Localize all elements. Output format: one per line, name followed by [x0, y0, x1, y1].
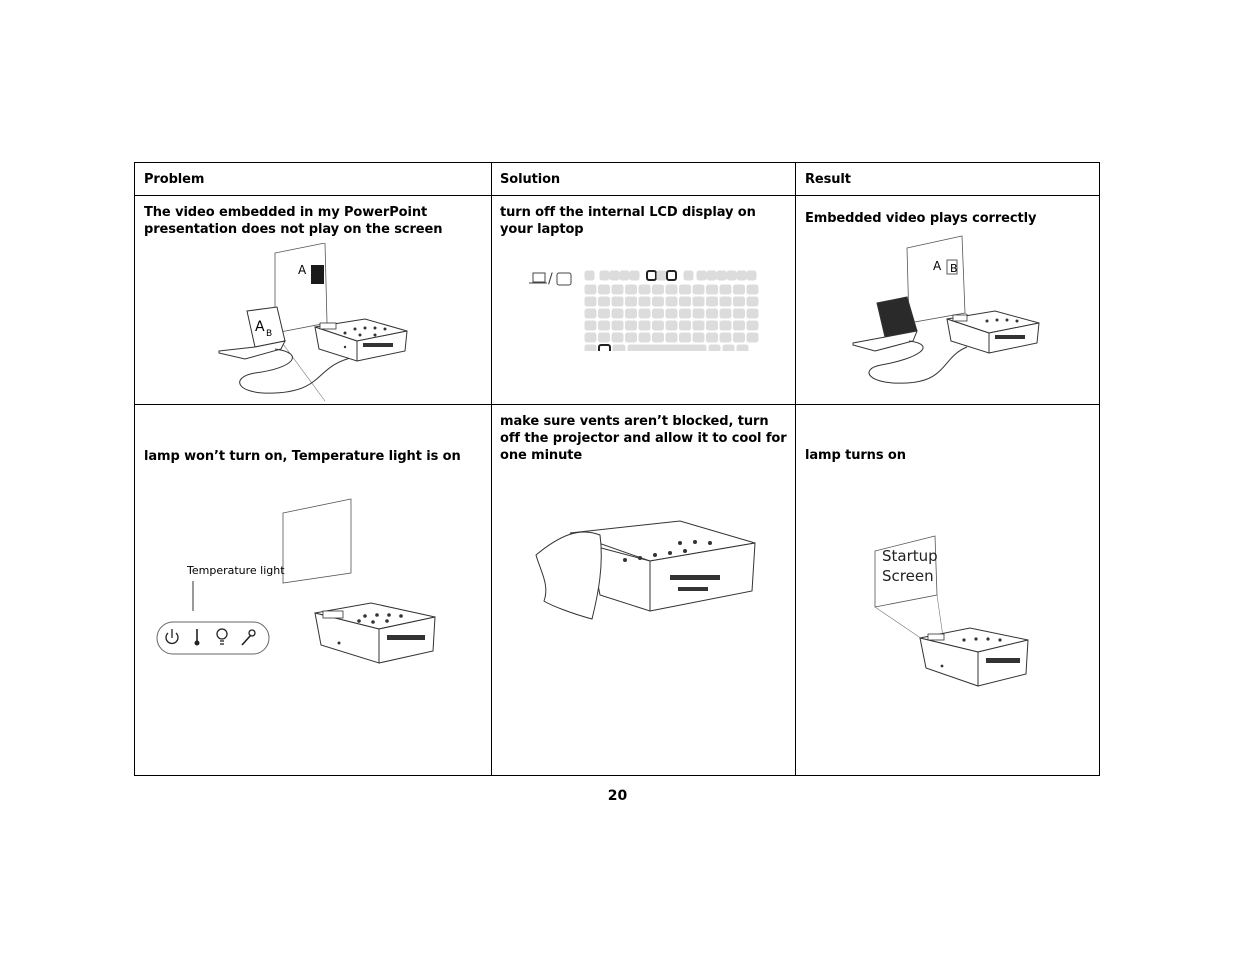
laptop-keyboard-illustration [525, 259, 765, 351]
row2-problem-text: lamp won’t turn on, Temperature light is on [144, 449, 461, 464]
keyboard-key [747, 285, 758, 294]
keyboard-key [680, 309, 691, 318]
keyboard-key [639, 333, 650, 342]
keyboard-key [653, 297, 664, 306]
keyboard-key [653, 285, 664, 294]
temperature-light-illustration [145, 493, 475, 708]
lcd-toggle-slash: / [548, 271, 553, 287]
keyboard-key [680, 333, 691, 342]
keyboard-key [639, 285, 650, 294]
keyboard-key [737, 271, 746, 280]
keyboard-key [599, 285, 610, 294]
projector [947, 311, 1039, 353]
keyboard-keys [585, 271, 758, 351]
laptop-base [219, 341, 285, 359]
keyboard-key [734, 333, 745, 342]
keyboard-key [727, 271, 736, 280]
keyboard-key [666, 297, 677, 306]
keyboard-key [747, 271, 756, 280]
keyboard-key [626, 297, 637, 306]
video-playing-illustration [847, 233, 1077, 393]
keyboard-key [707, 333, 718, 342]
keyboard-key [707, 285, 718, 294]
keyboard-key [585, 333, 596, 342]
keyboard-key [639, 309, 650, 318]
projector [920, 628, 1028, 686]
keyboard-key [717, 271, 726, 280]
keyboard-key [734, 309, 745, 318]
keyboard-key [626, 309, 637, 318]
keyboard-key [697, 271, 706, 280]
keyboard-key [599, 297, 610, 306]
keyboard-key [585, 321, 596, 330]
keyboard-key [612, 297, 623, 306]
projector [315, 603, 435, 663]
blank-screen [283, 499, 351, 583]
keyboard-key [585, 285, 596, 294]
keyboard-key [612, 321, 623, 330]
startup-label-line2: Screen [882, 567, 934, 585]
keyboard-key [599, 309, 610, 318]
indicator-panel [157, 622, 269, 654]
projection-screen [907, 236, 965, 323]
keyboard-key [693, 297, 704, 306]
row1-result-text: Embedded video plays correctly [805, 211, 1037, 226]
keyboard-key [626, 321, 637, 330]
keyboard-key [653, 321, 664, 330]
keyboard-key [585, 271, 594, 280]
row2-solution-text: make sure vents aren’t blocked, turn off the projector and allow it to cool for one minute [500, 414, 787, 463]
keyboard-key [666, 309, 677, 318]
keyboard-key [707, 271, 716, 280]
keyboard-key [720, 309, 731, 318]
keyboard-key [707, 297, 718, 306]
keyboard-key [737, 345, 748, 351]
row1-solution-text: turn off the internal LCD display on your laptop [500, 205, 756, 237]
row2-result-text: lamp turns on [805, 448, 906, 463]
keyboard-key [639, 297, 650, 306]
keyboard-key [585, 345, 596, 351]
keyboard-key [747, 333, 758, 342]
keyboard-key [693, 309, 704, 318]
highlighted-key [647, 271, 656, 280]
keyboard-key [693, 285, 704, 294]
keyboard-key [600, 271, 609, 280]
screen-black-box [311, 265, 324, 284]
keyboard-key [628, 345, 706, 351]
highlighted-key [667, 271, 676, 280]
keyboard-key [723, 345, 734, 351]
result-label-b: B [950, 262, 958, 275]
keyboard-key [653, 333, 664, 342]
keyboard-key [707, 309, 718, 318]
laptop-label-a: A [255, 319, 265, 335]
keyboard-key [720, 333, 731, 342]
keyboard-key [720, 297, 731, 306]
keyboard-key [680, 297, 691, 306]
keyboard-key [610, 271, 619, 280]
keyboard-key [639, 321, 650, 330]
keyboard-key [734, 321, 745, 330]
keyboard-key [707, 321, 718, 330]
keyboard-key [666, 333, 677, 342]
keyboard-key [734, 285, 745, 294]
keyboard-key [585, 309, 596, 318]
screen-label-a: A [298, 263, 307, 277]
troubleshooting-table [134, 162, 1100, 776]
header-solution: Solution [500, 172, 561, 187]
laptop-label-b: B [266, 329, 273, 339]
keyboard-key [599, 333, 610, 342]
keyboard-key [612, 309, 623, 318]
header-divider [135, 195, 1099, 196]
projector-cooling-illustration [530, 515, 770, 650]
keyboard-key [680, 285, 691, 294]
keyboard-key [612, 285, 623, 294]
row1-problem-text: The video embedded in my PowerPoint presentation does not play on the screen [144, 205, 443, 237]
result-label-a: A [933, 259, 942, 273]
keyboard-key [747, 309, 758, 318]
keyboard-key [612, 333, 623, 342]
keyboard-key [747, 297, 758, 306]
keyboard-key [653, 309, 664, 318]
paper-sheet [536, 532, 601, 619]
keyboard-key [680, 321, 691, 330]
projector [315, 319, 407, 361]
keyboard-key [585, 297, 596, 306]
keyboard-key [709, 345, 720, 351]
keyboard-key [626, 333, 637, 342]
column-divider [795, 163, 796, 775]
startup-label-line1: Startup [882, 547, 938, 565]
keyboard-key [657, 271, 666, 280]
header-problem: Problem [144, 172, 205, 187]
keyboard-key [693, 321, 704, 330]
keyboard-key [620, 271, 629, 280]
keyboard-key [747, 321, 758, 330]
keyboard-key [613, 345, 625, 351]
keyboard-key [626, 285, 637, 294]
keyboard-key [599, 321, 610, 330]
page-number: 20 [607, 788, 628, 804]
keyboard-key [666, 321, 677, 330]
temperature-light-label: Temperature light [187, 564, 285, 577]
row-divider [135, 404, 1099, 405]
header-result: Result [805, 172, 851, 187]
keyboard-key [720, 321, 731, 330]
keyboard-key [734, 297, 745, 306]
highlighted-key [599, 345, 610, 351]
projection-screen [275, 243, 327, 333]
keyboard-key [684, 271, 693, 280]
keyboard-key [693, 333, 704, 342]
keyboard-key [666, 285, 677, 294]
keyboard-key [630, 271, 639, 280]
keyboard-key [720, 285, 731, 294]
